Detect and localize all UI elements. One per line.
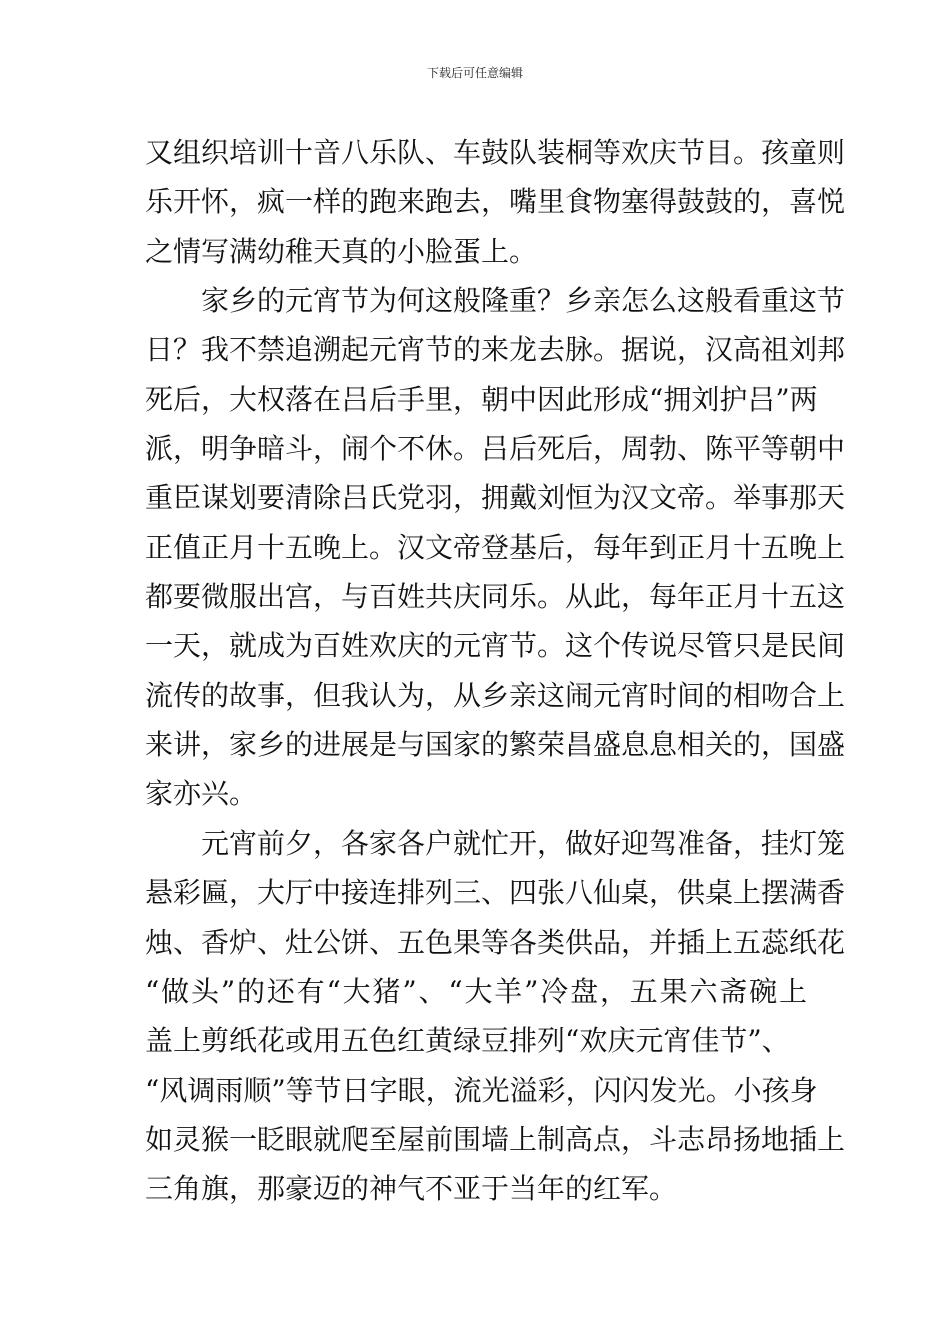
text-line: 日？我不禁追溯起元宵节的来龙去脉。据说，汉高祖刘邦 — [145, 333, 846, 367]
text-line: 乐开怀，疯一样的跑来跑去，嘴里食物塞得鼓鼓的，喜悦 — [145, 185, 846, 219]
text-line: 如灵猴一眨眼就爬至屋前围墙上制高点，斗志昂扬地插上 — [145, 1122, 846, 1156]
text-line: 家乡的元宵节为何这般隆重？乡亲怎么这般看重这节 — [201, 284, 846, 318]
text-line: 烛、香炉、灶公饼、五色果等各类供品，并插上五蕊纸花 — [145, 925, 846, 959]
text-line: 流传的故事，但我认为，从乡亲这闹元宵时间的相吻合上 — [145, 678, 846, 712]
text-line: 一天，就成为百姓欢庆的元宵节。这个传说尽管只是民间 — [145, 629, 846, 663]
text-line: 正值正月十五晚上。汉文帝登基后，每年到正月十五晚上 — [145, 530, 846, 564]
page-header: 下载后可任意编辑 — [426, 66, 523, 80]
text-line: “做头”的还有“大猪”、“大羊”冷盘，五果六斋碗上 — [145, 974, 807, 1008]
paragraph-3 — [145, 819, 846, 1214]
text-line: 之情写满幼稚天真的小脸蛋上。 — [145, 234, 538, 268]
paragraph-1 — [145, 128, 846, 276]
text-line: 又组织培训十音八乐队、车鼓队装桐等欢庆节目。孩童则 — [145, 136, 846, 169]
text-line: 盖上剪纸花或用五色红黄绿豆排列“欢庆元宵佳节”、 — [145, 1024, 790, 1058]
text-line: 悬彩匾，大厅中接连排列三、四张八仙桌，供桌上摆满香 — [145, 876, 846, 910]
text-line: 派，明争暗斗，闹个不休。吕后死后，周勃、陈平等朝中 — [145, 432, 846, 466]
text-line: 来讲，家乡的进展是与国家的繁荣昌盛息息相关的，国盛 — [145, 728, 846, 762]
text-line: 都要微服出宫，与百姓共庆同乐。从此，每年正月十五这 — [145, 580, 846, 614]
text-line: “风调雨顺”等节日字眼，流光溢彩，闪闪发光。小孩身 — [145, 1073, 818, 1107]
text-line: 三角旗，那豪迈的神气不亚于当年的红军。 — [145, 1172, 678, 1206]
text-line: 重臣谋划要清除吕氏党羽，拥戴刘恒为汉文帝。举事那天 — [145, 481, 846, 515]
paragraph-2 — [145, 276, 846, 819]
text-line: 死后，大权落在吕后手里，朝中因此形成“拥刘护吕”两 — [145, 382, 818, 416]
text-line: 元宵前夕，各家各户就忙开，做好迎驾准备，挂灯笼 — [201, 826, 846, 860]
text-line: 家亦兴。 — [145, 777, 258, 811]
document-body — [145, 128, 846, 1214]
